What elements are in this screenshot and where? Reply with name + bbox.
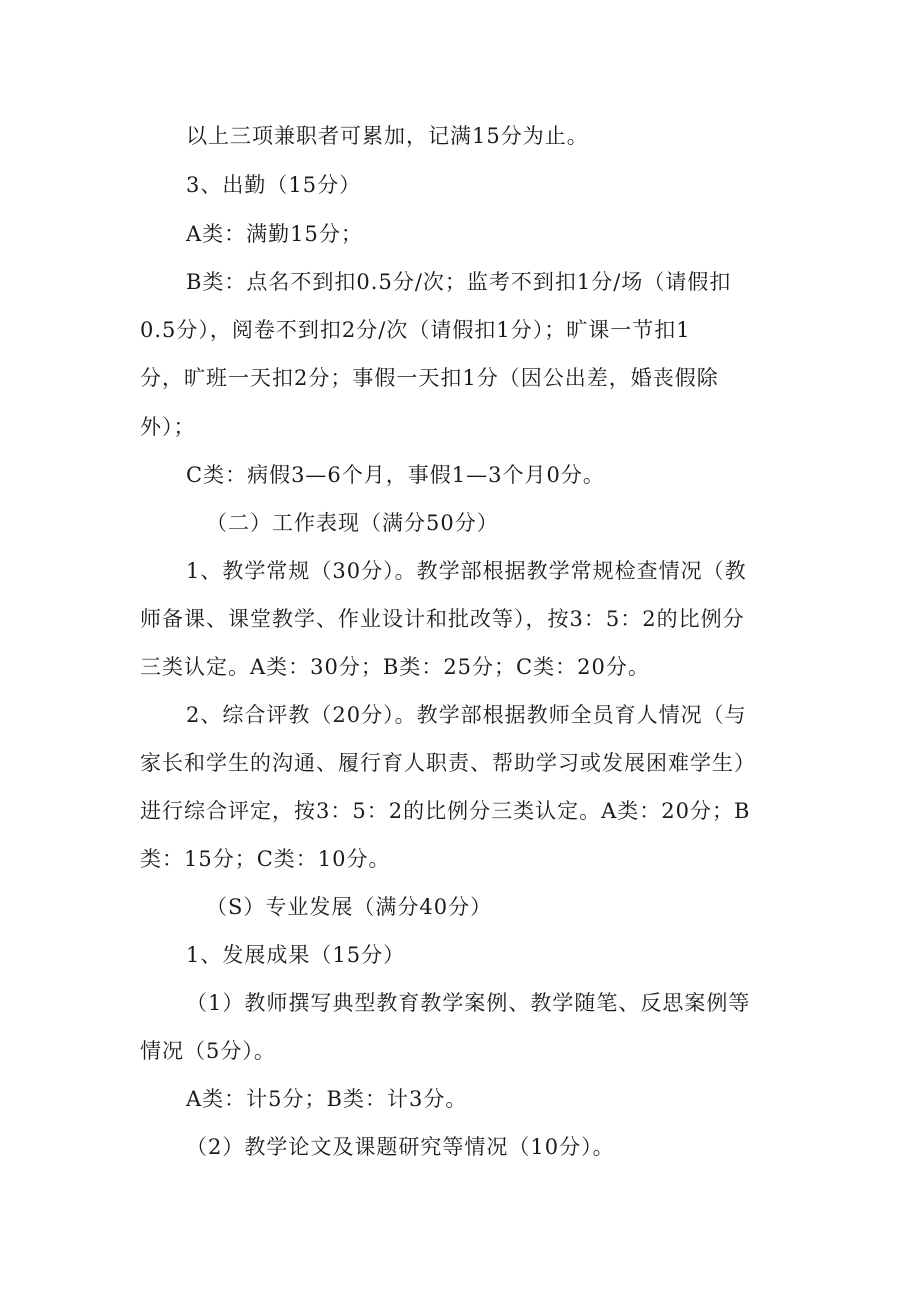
section-heading: （二）工作表现（满分50分） bbox=[206, 511, 499, 535]
paragraph-line: 分，旷班一天扣2分；事假一天扣1分（因公出差，婚丧假除 bbox=[140, 366, 719, 390]
paragraph-line: A类：计5分；B类：计3分。 bbox=[186, 1087, 468, 1111]
paragraph-line: 以上三项兼职者可累加，记满15分为止。 bbox=[186, 124, 589, 148]
section-heading: 1、发展成果（15分） bbox=[186, 943, 406, 967]
paragraph-line: 外）； bbox=[140, 415, 196, 439]
section-heading: 3、出勤（15分） bbox=[186, 173, 362, 197]
paragraph-line: （1）教师撰写典型教育教学案例、教学随笔、反思案例等 bbox=[186, 991, 751, 1015]
paragraph-line: 家长和学生的沟通、履行育人职责、帮助学习或发展困难学生） bbox=[140, 751, 756, 775]
paragraph-line: 进行综合评定，按3：5：2的比例分三类认定。A类：20分；B bbox=[140, 799, 751, 823]
paragraph-line: （2）教学论文及课题研究等情况（10分）。 bbox=[186, 1135, 615, 1159]
paragraph-line: 三类认定。A类：30分；B类：25分；C类：20分。 bbox=[140, 655, 650, 679]
paragraph-line: 师备课、课堂教学、作业设计和批改等），按3：5：2的比例分 bbox=[140, 607, 745, 631]
paragraph-line: 类：15分；C类：10分。 bbox=[140, 847, 391, 871]
paragraph-line: 0.5分），阅卷不到扣2分/次（请假扣1分）；旷课一节扣1 bbox=[140, 318, 691, 342]
section-heading: （S）专业发展（满分40分） bbox=[206, 895, 493, 919]
paragraph-line: A类：满勤15分； bbox=[186, 222, 363, 246]
paragraph-line: C类：病假3—6个月，事假1—3个月0分。 bbox=[186, 463, 605, 487]
paragraph-line: B类：点名不到扣0.5分/次；监考不到扣1分/场（请假扣 bbox=[186, 270, 732, 294]
paragraph-line: 2、综合评教（20分）。教学部根据教师全员育人情况（与 bbox=[186, 703, 747, 727]
paragraph-line: 情况（5分）。 bbox=[140, 1039, 276, 1063]
paragraph-line: 1、教学常规（30分）。教学部根据教学常规检查情况（教 bbox=[186, 559, 747, 583]
